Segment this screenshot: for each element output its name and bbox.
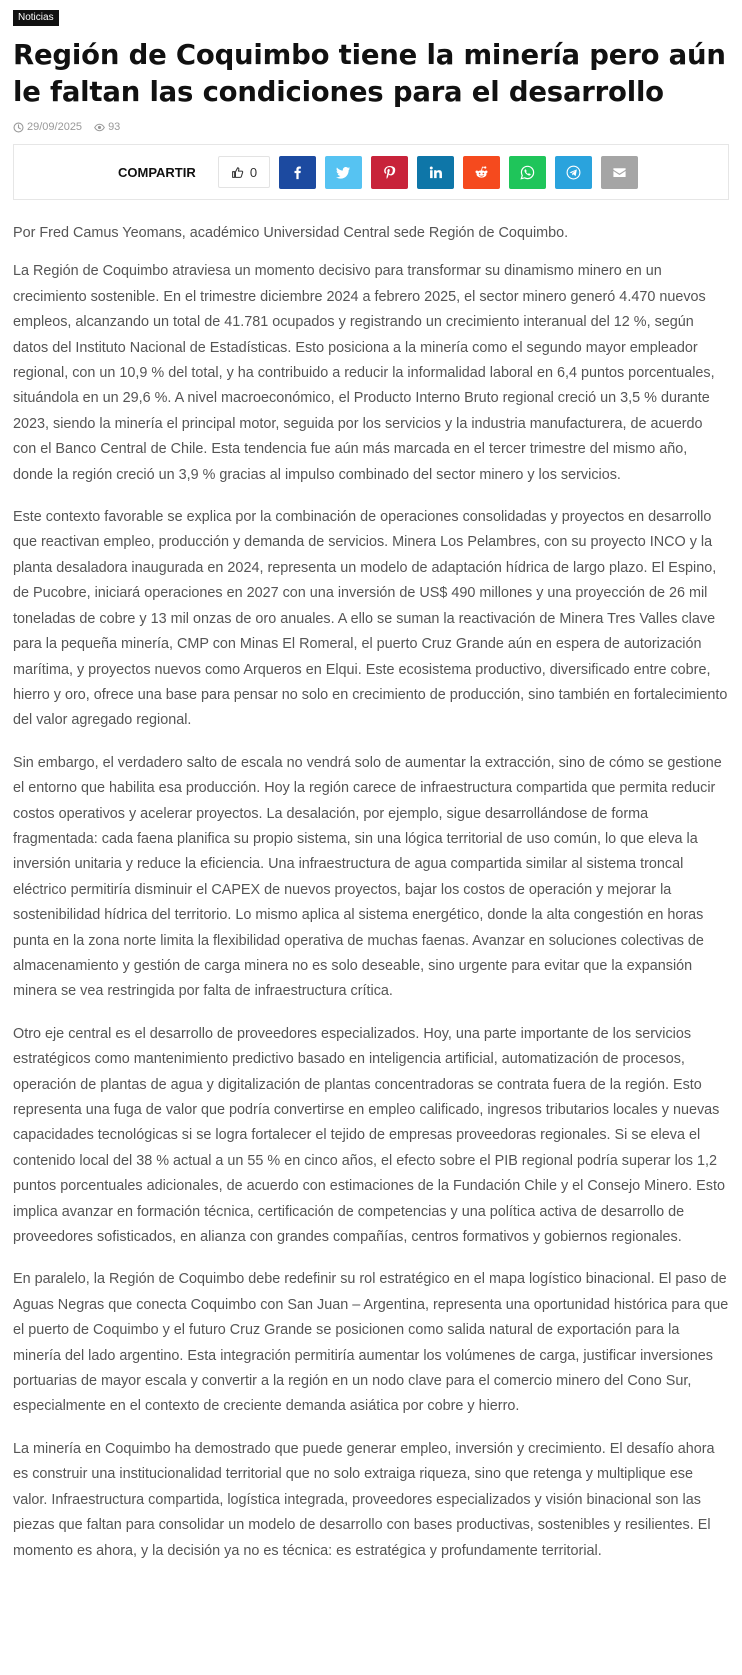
share-label: COMPARTIR bbox=[118, 164, 196, 180]
article-paragraph: Este contexto favorable se explica por la combinación de operaciones consolidadas y proyectos en desarrollo que reactivan empleo, producción y demanda de servicios. Minera Los Pelambres, con su proyecto INCO y la planta desaladora inaugurada en 2024, representa un modelo de adaptación hídrica de largo plazo. El Espino, de Pucobre, iniciará operaciones en 2027 con una inversión de US$ 490 millones y una proyección de 26 mil toneladas de cobre y 13 mil onzas de oro anuales. A ello se suman la reactivación de Minera Tres Valles clave para la pequeña minería, CMP con Minas El Romeral, el puerto Cruz Grande aún en espera de autorización marítima, y proyectos nuevos como Arqueros en Elqui. Este ecosistema productivo, diversificado entre cobre, hierro y oro, ofrece una base para pensar no solo en crecimiento de producción, sino también en fortalecimiento del valor agregado regional. bbox=[13, 509, 728, 729]
article-meta bbox=[13, 120, 729, 134]
twitter-icon bbox=[336, 165, 351, 180]
share-reddit-button[interactable] bbox=[463, 156, 500, 189]
share-bar bbox=[13, 144, 729, 200]
linkedin-icon bbox=[428, 165, 443, 180]
article-paragraph: La Región de Coquimbo atraviesa un momento decisivo para transformar su dinamismo minero en un crecimiento sostenible. En el trimestre diciembre 2024 a febrero 2025, el sector minero generó 4.470 nuevos empleos, alcanzando un total de 41.781 ocupados y registrando un crecimiento interanual del 12 %, según datos del Instituto Nacional de Estadísticas. Esto posiciona a la minería como el segundo mayor empleador regional, con un 10,9 % del total, y ha contribuido a reducir la informalidad laboral en 6,4 puntos porcentuales, situándola en un 29,6 %. A nivel macroeconómico, el Producto Interno Bruto regional creció un 3,5 % durante 2023, siendo la minería el principal motor, seguida por los servicios y la industria manufacturera, de acuerdo con el Banco Central de Chile. Esta tendencia fue aún más marcada en el tercer trimestre del mismo año, donde la región creció un 3,9 % gracias al impulso combinado del sector minero y los servicios. bbox=[13, 263, 715, 483]
email-icon bbox=[612, 165, 627, 180]
share-email-button[interactable] bbox=[601, 156, 638, 189]
like-button[interactable] bbox=[218, 156, 270, 188]
clock-icon bbox=[13, 122, 24, 133]
thumbs-up-icon bbox=[231, 166, 244, 179]
like-count: 0 bbox=[249, 164, 258, 180]
publish-date: 29/09/2025 bbox=[27, 121, 83, 133]
share-twitter-button[interactable] bbox=[325, 156, 362, 189]
reddit-icon bbox=[474, 165, 489, 180]
date-meta bbox=[13, 121, 82, 133]
facebook-icon bbox=[290, 165, 305, 180]
share-whatsapp-button[interactable] bbox=[509, 156, 546, 189]
page-title: Región de Coquimbo tiene la minería pero aún le faltan las condiciones para el desarrollo bbox=[13, 39, 726, 108]
article-body bbox=[13, 221, 729, 1564]
share-linkedin-button[interactable] bbox=[417, 156, 454, 189]
category-badge[interactable]: Noticias bbox=[13, 10, 59, 26]
view-count: 93 bbox=[108, 121, 121, 133]
pinterest-icon bbox=[382, 165, 397, 180]
share-pinterest-button[interactable] bbox=[371, 156, 408, 189]
article-paragraph: Otro eje central es el desarrollo de proveedores especializados. Hoy, una parte importante de los servicios estratégicos como mantenimiento predictivo basado en inteligencia artificial, automatización de procesos, operación de plantas de agua y digitalización de plantas concentradoras se contrata fuera de la región. Esto representa una fuga de valor que podría convertirse en empleo calificado, ingresos tributarios locales y nuevas capacidades tecnológicas si se logra fortalecer el tejido de empresas proveedoras regionales. Si se eleva el contenido local del 38 % actual a un 55 % en cinco años, el efecto sobre el PIB regional podría superar los 1,2 puntos porcentuales adicionales, de acuerdo con estimaciones de la Fundación Chile y el Consejo Minero. Esto implica avanzar en formación técnica, certificación de competencias y una política activa de desarrollo de proveedores sofisticados, en alianza con grandes compañías, centros formativos y gobiernos regionales. bbox=[13, 1025, 725, 1246]
share-facebook-button[interactable] bbox=[279, 156, 316, 189]
eye-icon bbox=[94, 122, 105, 133]
article-paragraph: La minería en Coquimbo ha demostrado que puede generar empleo, inversión y crecimiento. El desafío ahora es construir una institucionalidad territorial que no solo extraiga riqueza, sino que retenga y multiplique ese valor. Infraestructura compartida, logística integrada, proveedores especializados y visión binacional son las piezas que faltan para consolidar un modelo de desarrollo con bases productivas, sostenibles y resilientes. El momento es ahora, y la decisión ya no es técnica: es estratégica y profundamente territorial. bbox=[13, 1440, 715, 1559]
article-paragraph: Sin embargo, el verdadero salto de escala no vendrá solo de aumentar la extracción, sino de cómo se gestione el entorno que habilita esa producción. Hoy la región carece de infraestructura compartida que permita reducir costos operativos y acelerar proyectos. La desalación, por ejemplo, sigue desarrollándose de forma fragmentada: cada faena planifica su propio sistema, sin una lógica territorial de uso común, lo que eleva la inversión unitaria y reduce la eficiencia. Una infraestructura de agua compartida similar al sistema troncal eléctrico permitiría disminuir el CAPEX de nuevos proyectos, bajar los costos de operación y mejorar la sostenibilidad hídrica del territorio. Lo mismo aplica al sistema energético, donde la alta congestión en horas punta en la zona norte limita la flexibilidad operativa de muchas faenas. Avanzar en soluciones colectivas de almacenamiento y gestión de carga minera no es solo deseable, sino urgente para evitar que la expansión minera se vea restringida por falta de infraestructura crítica. bbox=[13, 754, 722, 1000]
whatsapp-icon bbox=[520, 165, 535, 180]
views-meta bbox=[94, 121, 120, 133]
article-paragraph: En paralelo, la Región de Coquimbo debe redefinir su rol estratégico en el mapa logístico binacional. El paso de Aguas Negras que conecta Coquimbo con San Juan – Argentina, representa una oportunidad histórica para que el puerto de Coquimbo y el futuro Cruz Grande se posicionen como salida natural de exportación para la minería del lado argentino. Esta integración permitiría aumentar los volúmenes de carga, justificar inversiones portuarias de mayor escala y convertir a la región en un nodo clave para el comercio minero del Cono Sur, especialmente en el contexto de creciente demanda asiática por cobre y hierro. bbox=[13, 1271, 729, 1415]
article-byline: Por Fred Camus Yeomans, académico Universidad Central sede Región de Coquimbo. bbox=[13, 225, 569, 241]
share-telegram-button[interactable] bbox=[555, 156, 592, 189]
telegram-icon bbox=[566, 165, 581, 180]
